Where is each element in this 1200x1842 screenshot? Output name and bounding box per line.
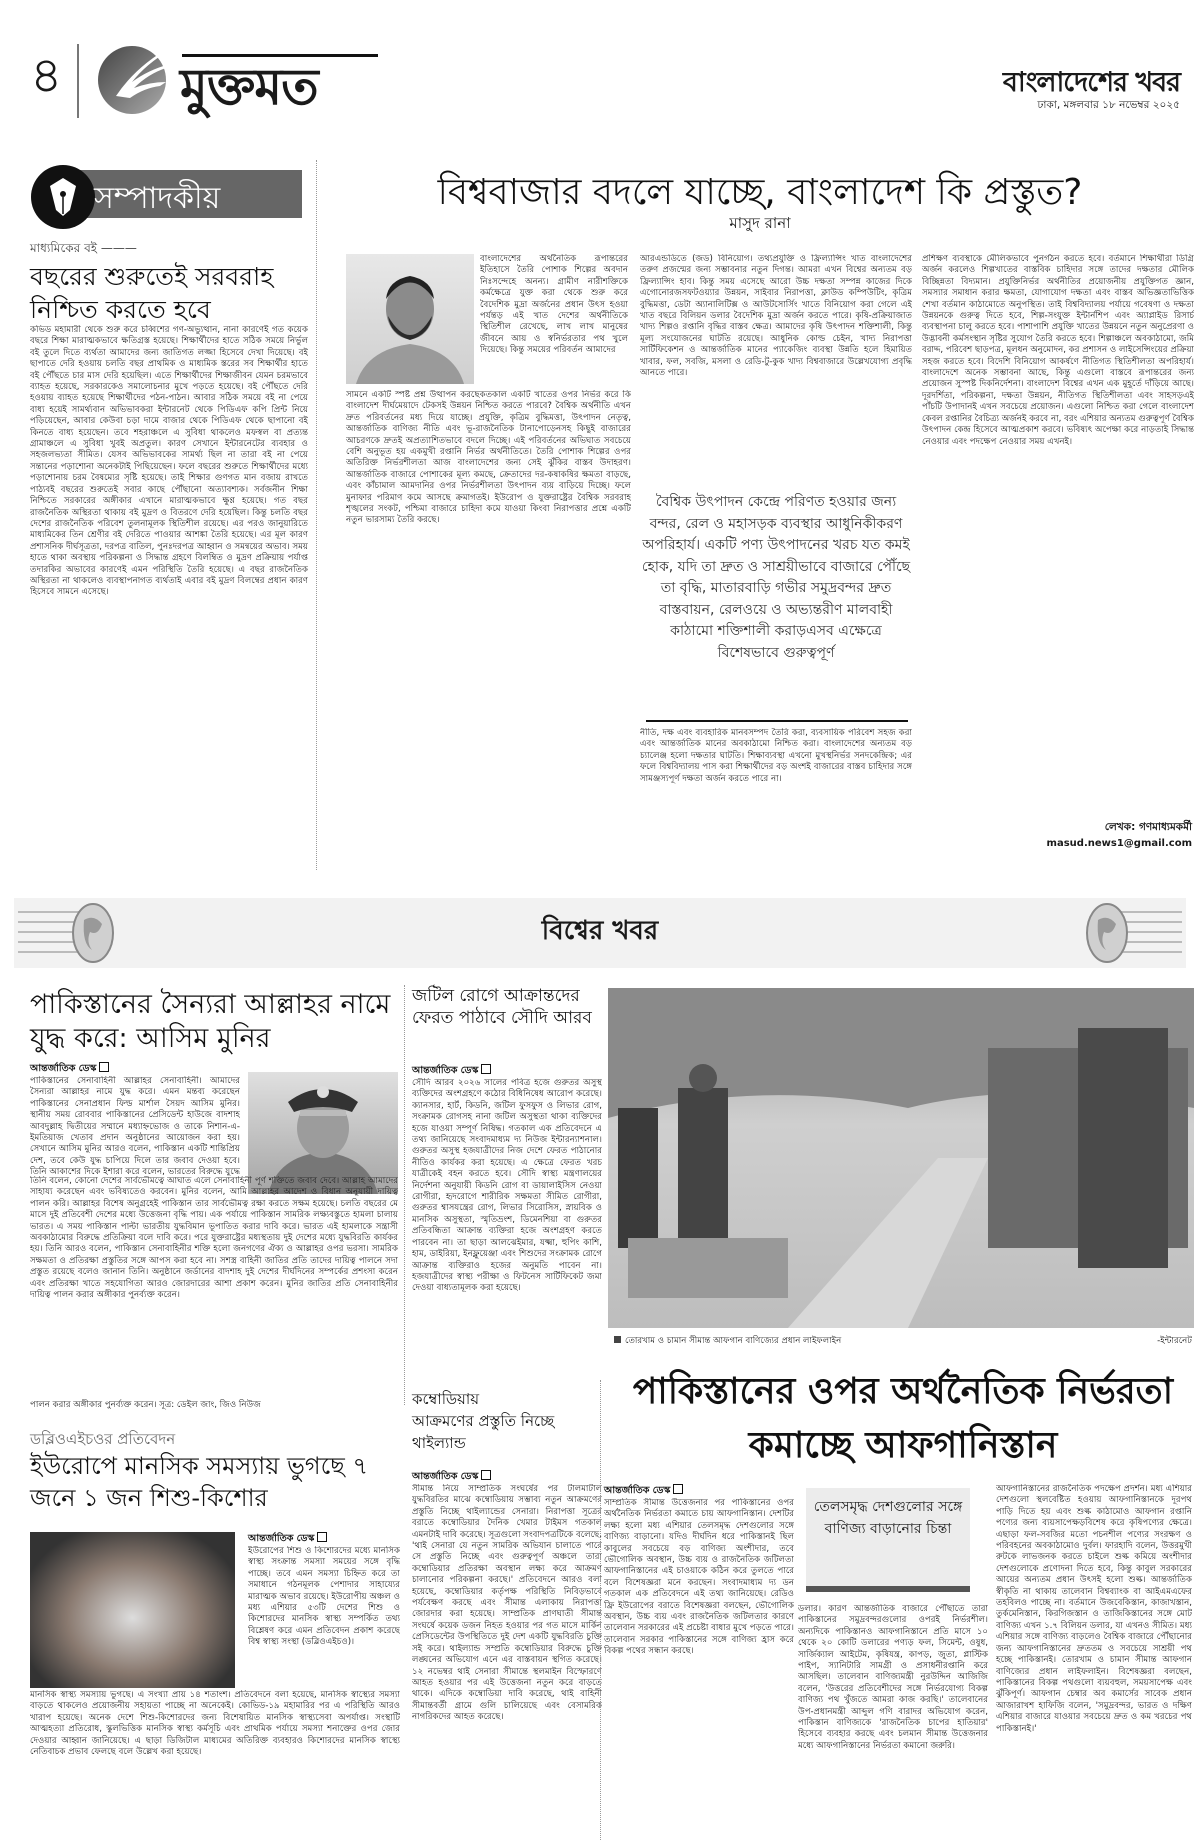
story-body-column-3: আফগানিস্তানের রাজনৈতিক পদক্ষেপ প্রদর্শন। মধ্য এশিয়ার দেশগুলো স্থলবেষ্টিত হওয়ায় আফগানিস্তানকে দূরপথ পাড়ি দিতে হয় এবং শুল্ক কাঠামোও আফগান রপ্তানি পণ্যের জন্য ব্যয়সাপেক্ষড়বিশেষ করে কৃষিপণ্যের ক্ষেত্রে। এছাড়া ফল-সবজির মতো পচনশীল পণ্যের সংরক্ষণ ও পরিবহনের অবকাঠামোও দুর্বল। ফারহাদি বলেন, উত্তরমুখী রুটকে লাভজনক করতে চাইলে শুল্ক কমিয়ে অংশীদার দেশগুলোকে প্রণোদনা দিতে হবে, কিন্তু কাবুল সরকারের আয়ের অন্যতম প্রধান উৎসই হলো শুল্ক। আন্তর্জাতিক স্বীকৃতি না থাকায় তালেবান বিশ্বব্যাংক বা আইএমএফের তহবিলও পাচ্ছে না। বর্তমানে উজবেকিস্তান, কাজাখস্তান, তুর্কমেনিস্তান, কিরগিজস্তান ও তাজিকিস্তানের সঙ্গে মোট বাণিজ্য এখন ১.৭ বিলিয়ন ডলার, যা এখনও সীমিত। মধ্য এশিয়ার সঙ্গে বাণিজ্য বাড়লেও বৈশ্বিক বাজারে পৌঁছানোর জন্য আফগানিস্তানের দ্রুততম ও সবচেয়ে সাশ্রয়ী পথ হচ্ছে পাকিস্তানই। তোরখাম ও চামান সীমান্ত আফগান বাণিজ্যের প্রধান লাইফলাইন। বিশেষজ্ঞরা বলছেন, পাকিস্তানের বিকল্প পথগুলো ব্যয়বহুল, সময়সাপেক্ষ এবং ঝুঁকিপূর্ণ। আফগান চেম্বার অব কমার্সের সাবেক প্রধান আজারাখশ হাফিজি বলেন, 'সমুদ্রবন্দর, ভারত ও দক্ষিণ এশিয়ার বাজারে যাওয়ার সবচেয়ে দ্রুত ও কম খরচের পথ পাকিস্তানই।' (996, 1484, 1192, 1734)
desk-label: আন্তর্জাতিক ডেস্ক (412, 1064, 491, 1079)
photo-credit: -ইন্টারনেট (1157, 1336, 1192, 1346)
header-divider (77, 44, 79, 118)
column-divider (600, 1380, 601, 1840)
story-kicker: কম্বোডিয়ায় (412, 1390, 480, 1408)
pull-box-bar (806, 1586, 970, 1592)
distressed-girl-photo (30, 1532, 235, 1688)
story-source: পালন করার অঙ্গীকার পুনর্ব্যক্ত করেন। সূত্র: ডেইল জাং, জিও নিউজ (30, 1400, 261, 1410)
desk-label: আন্তর্জাতিক ডেস্ক (30, 1062, 109, 1077)
oped-column-1: সামনে একটি স্পষ্ট প্রশ্ন উত্থাপন করছেকতকাল একটি খাতের ওপর নির্ভর করে কি বাংলাদেশ দীর্ঘমেয়াদে টেকসই উন্নয়ন নিশ্চিত করতে পারবে? বৈশ্বিক অর্থনীতি এখন দ্রুত পরিবর্তনের মধ্য দিয়ে যাচ্ছে। প্রযুক্তি, কৃত্রিম বুদ্ধিমত্তা, উৎপাদন নেতৃত্ব, আন্তর্জাতিক বাণিজ্য নীতি এবং ভূ-রাজনৈতিক টানাপোড়েনসহ কিছুই বাজারের আচরণকে দ্রুতই অপ্রত্যাশিতভাবে বদলে দিচ্ছে। এই পরিবর্তনের অভিঘাত সবচেয়ে বেশি অনুভূত হয় একমুখী রপ্তানি নির্ভর অর্থনীতিতে। তৈরি পোশাক শিল্পের ওপর অতিরিক্ত নির্ভরশীলতা আজ বাংলাদেশের জন্য সেই ঝুঁকির বাস্তব উদাহরণ। আন্তর্জাতিক বাজারে পোশাকের মূল্য কমছে, ক্রেতাদের দর-কষাকষির ক্ষমতা বাড়ছে, এবং কাঁচামাল আমদানির ওপর নির্ভরশীলতা উৎপাদন ব্যয় বাড়িয়ে দিচ্ছে। ফলে মুনাফার পরিমাণ কমে আসছে ক্রমাগতই। ইউরোপ ও যুক্তরাষ্ট্রের বৈশ্বিক সরবরাহ শৃঙ্খলের সংকট, পশ্চিমা বাজারে চাহিদা কমে যাওয়া কিংবা নিরাপত্তার প্রশ্নে একটি নতুন ভারসাম্য তৈরি করছে। (346, 390, 631, 526)
story-body: ইউরোপের শিশু ও কিশোরদের মধ্যে মানসিক স্বাস্থ্য সংক্রান্ত সমস্যা সময়ের সঙ্গে বৃদ্ধি পাচ্ছে। তবে এমন সমস্যা চিহ্নিত করে তা সমাধানে গঠনমূলক পেশাদার সাহায্যের মারাত্মক অভাব রয়েছে। ইউরোপীয় অঞ্চল ও মধ্য এশিয়ার ৫৩টি দেশের শিশু ও কিশোরদের মানসিক স্বাস্থ্য সম্পর্কিত তথ্য বিশ্লেষণ করে এমন প্রতিবেদন প্রকাশ করেছে বিশ্ব স্বাস্থ্য সংস্থা (ডব্লিওএইচও)। (248, 1546, 400, 1648)
story-body-continued: তিনি বলেন, কোনো দেশের সার্বভৌমত্বে আঘাত এলে সেনাবাহিনী পূর্ণ শক্তিতে জবাব দেবে। আল্লাহ আমাদের সাহায্য করেছেন এবং ভবিষ্যতেও করবেন। মুনির বলেন, আমি আল্লাহর আদেশ ও বিধান অনুযায়ী দায়িত্ব পালন করি। আল্লাহর বিশেষ অনুগ্রহেই পাকিস্তান তার সার্বভৌমত্ব রক্ষা করতে সক্ষম হয়েছে। চলতি বছরের মে মাসে দুই প্রতিবেশী দেশের মধ্যে উত্তেজনা বৃদ্ধি পায়। এক পর্যায়ে পাকিস্তান সামরিক লক্ষ্যবস্তুতে হামলা চালায় ভারত। এ সময় পাকিস্তান পাল্টা ভারতীয় যুদ্ধবিমান ভূপাতিত করার দাবি করে। ভারত এই হামলাকে সন্ত্রাসী অবকাঠামোর বিরুদ্ধে প্রতিক্রিয়া বলে দাবি করে। পরে যুক্তরাষ্ট্রের মধ্যস্থতায় দুই দেশের মধ্যে যুদ্ধবিরতি কার্যকর হয়। তিনি আরও বলেন, পাকিস্তান সেনাবাহিনীর শক্তি হলো জনগণের ঐক্য ও আল্লাহর ওপর ভরসা। সামরিক সক্ষমতা ও প্রতিরক্ষা প্রস্তুতির সঙ্গে আপস করা হবে না। সশস্ত্র বাহিনী জাতির প্রতি তাদের দায়িত্ব পালনে সদা প্রস্তুত রয়েছে বলেও জানান তিনি। অনুষ্ঠানে জর্ডানের বাদশাহ দুই দেশের দীর্ঘদিনের সম্পর্কের প্রশংসা করেন এবং প্রতিরক্ষা খাতে সহযোগিতা আরও জোরদারের আশা প্রকাশ করেন। মুনির জাতির প্রতি সেনাবাহিনীর দায়িত্ব পালন করার অঙ্গীকার পুনর্ব্যক্ত করেন। (30, 1176, 398, 1301)
story-body: সীমান্ত নিয়ে সাম্প্রতিক সংঘর্ষের পর টালমাটাল যুদ্ধবিরতির মাঝে কম্বোডিয়ায় সম্ভাব্য নতুন আক্রমণের প্রস্তুতি নিচ্ছে থাইল্যান্ডের সেনারা। নিরাপত্তা সূত্রের বরাতে কম্বোডিয়ার দৈনিক খেমার টাইমস গতকাল এমনটাই দাবি করেছে। সূত্রগুলো সংবাদপত্রটিকে বলেছে, 'থাই সেনারা যে নতুন সামরিক অভিযান চালাতে পারে সে প্রস্তুতি নিচ্ছে এবং গুরুত্বপূর্ণ অঞ্চলে তারা কম্বোডিয়ার প্রতিরক্ষা অবস্থান লক্ষ্য করে আক্রমণ চালানোর পরিকল্পনা করছে।' প্রতিবেদনে আরও বলা হয়েছে, কম্বোডিয়ার কর্তৃপক্ষ পরিস্থিতি নিবিড়ভাবে পর্যবেক্ষণ করছে এবং সীমান্ত এলাকায় নিরাপত্তা জোরদার করা হয়েছে। সাম্প্রতিক প্রাণঘাতী সীমান্ত সংঘর্ষে কয়েক ডজন নিহত হওয়ার পর গত মাসে মার্কিন প্রেসিডেন্টের উপস্থিতিতে দুই দেশ একটি যুদ্ধবিরতি চুক্তি সই করে। থাইল্যান্ড সম্প্রতি কম্বোডিয়ার বিরুদ্ধে চুক্তি লঙ্ঘনের অভিযোগ এনে এর বাস্তবায়ন স্থগিত করেছে। ১২ নভেম্বর থাই সেনারা সীমান্তে স্থলমাইন বিস্ফোরণে আহত হওয়ার পর এই উত্তেজনা নতুন করে বাড়তে থাকে। এদিকে কম্বোডিয়া দাবি করেছে, থাই বাহিনী সীমান্তবর্তী গ্রামে গুলি চালিয়েছে এবং বেসামরিক নাগরিকদের আহত করেছে। (412, 1484, 602, 1723)
story-body-continued: মানসিক স্বাস্থ্য সমস্যায় ভুগছে। এ সংখ্যা প্রায় ১৪ শতাংশ। প্রতিবেদনে বলা হয়েছে, মানসিক স্বাস্থ্যের সমস্যা বাড়তে থাকলেও প্রয়োজনীয় সহায়তা পাচ্ছে না অনেকেই। কোভিড-১৯ মহামারির পর এ পরিস্থিতি আরও খারাপ হয়েছে। অনেক দেশে শিশু-কিশোরদের জন্য বিশেষায়িত মানসিক স্বাস্থ্যসেবা অপর্যাপ্ত। সংস্থাটি আত্মহত্যা প্রতিরোধ, স্কুলভিত্তিক মানসিক স্বাস্থ্য কর্মসূচি এবং প্রাথমিক পর্যায়ে সমস্যা শনাক্তের ওপর জোর দেওয়ার আহ্বান জানিয়েছে। এ ছাড়া ডিজিটাল মাধ্যমের অতিরিক্ত ব্যবহারও কিশোরদের মানসিক স্বাস্থ্যে নেতিবাচক প্রভাব ফেলছে বলে উল্লেখ করা হয়েছে। (30, 1690, 400, 1758)
column-divider (404, 985, 405, 1405)
author-email[interactable]: masud.news1@gmail.com (1046, 838, 1192, 849)
oped-column-3: প্রশিক্ষণ ব্যবস্থাকে মৌলিকভাবে পুনর্গঠন করতে হবে। বর্তমানে শিক্ষার্থীরা ডিগ্রি অর্জন করলেও শিল্পখাতের বাস্তবিক চাহিদার সঙ্গে তাদের দক্ষতার মৌলিক বিচ্ছিন্নতা বিদ্যমান। প্রযুক্তিনির্ভর অর্থনীতির প্রয়োজনীয় প্রযুক্তিগত জ্ঞান, সমস্যার সমাধান করার ক্ষমতা, যোগাযোগ দক্ষতা এবং বাস্তব অভিজ্ঞতাভিত্তিক শেখা বর্তমান কাঠামোতে অনুপস্থিত। তাই বিশ্ববিদ্যালয় পর্যায়ে গবেষণা ও দক্ষতা উন্নয়নকে গুরুত্ব দিতে হবে, শিল্প-সংযুক্ত ইন্টার্নশিপ এবং অ্যাপ্লাইড রিসার্চ ব্যবস্থাপনা চালু করতে হবে। পাশাপাশি প্রযুক্তি খাতের উন্নয়নে নতুন অনুপ্রেরণা ও উদ্ভাবনী কর্মসংস্থান সৃষ্টির সুযোগ তৈরি করতে হবে। শিল্পাঞ্চলে অবকাঠামো, জমি বরাদ্দ, পরিবেশ ছাড়পত্র, মূলধন অনুমোদন, কর প্রশাসন ও লাইসেন্সিংয়ের প্রক্রিয়া সহজ করতে হবে। বিদেশি বিনিয়োগ আকর্ষণে নীতিগত স্থিতিশীলতা অপরিহার্য। বাংলাদেশে অনেক সম্ভাবনা আছে, কিন্তু এগুলো বাস্তবে রূপান্তরের জন্য প্রয়োজন সুস্পষ্ট দিকনির্দেশনা। বাংলাদেশ বিশ্বের এখন এক মুহূর্তে দাঁড়িয়ে আছে। দূরদর্শিতা, পরিকল্পনা, দক্ষতা উন্নয়ন, নীতিগত স্থিতিশীলতা এবং সাহসড়এই পাঁচটি উপাদানই এখন সবচেয়ে প্রয়োজন। এগুলো নিশ্চিত করা গেলে বাংলাদেশ কেবল রপ্তানির বৈচিত্র্য অর্জনই করবে না, বরং এশিয়ার অন্যতম গুরুত্বপূর্ণ বৈশ্বিক উৎপাদন কেন্দ্র হিসেবে আত্মপ্রকাশ করবে। ভবিষ্যৎ অপেক্ষা করে নাড়তাই সিদ্ধান্ত নেওয়ার এবং পদক্ষেপ নেওয়ার সময় এখনই। (922, 254, 1194, 447)
oped-pullquote: বৈশ্বিক উৎপাদন কেন্দ্রে পরিণত হওয়ার জন্য বন্দর, রেল ও মহাসড়ক ব্যবস্থার আধুনিকীকরণ অপরিহার্য। একটি পণ্য উৎপাদনের খরচ যত কমই হোক, যদি তা দ্রুত ও সাশ্রয়ীভাবে বাজারে পৌঁছে তা বৃদ্ধি, মাতারবাড়ি গভীর সমুদ্রবন্দর দ্রুত বাস্তবায়ন, রেলওয়ে ও অভ্যন্তরীণ মালবাহী কাঠামো শক্তিশালী করাড়এসব এক্ষেত্রে বিশেষভাবে গুরুত্বপূর্ণ (641, 494, 911, 661)
editorial-title: সম্পাদকীয় (94, 181, 221, 216)
page-number: ৪ (30, 46, 63, 104)
editorial-kicker: মাধ্যমিকের বই ——— (30, 241, 137, 255)
story-pull-box: তেলসমৃদ্ধ দেশগুলোর সঙ্গে বাণিজ্য বাড়ানোর চিন্তা (806, 1488, 970, 1592)
fountain-pen-nib-icon (30, 164, 96, 230)
story-body: সৌদি আরব ২০২৬ সালের পবিত্র হজে গুরুতর অসুস্থ ব্যক্তিদের অংশগ্রহণে কঠোর বিধিনিষেধ আরোপ করেছে। ক্যানসার, হার্ট, কিডনি, জটিল ফুসফুস ও লিভার রোগ, সংক্রামক রোগসহ নানা জটিল অসুস্থতা থাকা ব্যক্তিদের হজে যাওয়া সম্পূর্ণ নিষিদ্ধ। গতকাল এক প্রতিবেদনে এ তথ্য জানিয়েছে সংবাদমাধ্যম দ্য নিউজ ইন্টারন্যাশনাল। গুরুতর অসুস্থ হজযাত্রীদের নিজ দেশে ফেরত পাঠানোর নীতিও কার্যকর করা হয়েছে। এ ক্ষেত্রে ফেরত খরচ যাত্রীকেই বহন করতে হবে। সৌদি স্বাস্থ্য মন্ত্রণালয়ের নির্দেশনা অনুযায়ী কিডনি রোগ বা ডায়ালাইসিস নেওয়া রোগীরা, হৃদরোগে শারীরিক সক্ষমতা সীমিত রোগীরা, গুরুতর শ্বাসযন্ত্রের রোগ, লিভার সিরোসিস, স্নায়বিক ও মানসিক অসুস্থতা, স্মৃতিভ্রংশ, ডিমেনশিয়া বা গুরুতর প্রতিবন্ধিতা আক্রান্ত ব্যক্তিরা হজে অংশগ্রহণ করতে পারবেন না। তা ছাড়া আলঝেইমার, যক্ষ্মা, হুপিং কাশি, হাম, ডাইরিয়া, ইনফ্লুয়েঞ্জা এবং শিশুদের সংক্রামক রোগে আক্রান্ত ব্যক্তিরাও হজের অনুমতি পাবেন না। হজযাত্রীদের স্বাস্থ্য পরীক্ষা ও ফিটনেস সার্টিফিকেট জমা দেওয়া বাধ্যতামূলক করা হয়েছে। (412, 1078, 602, 1294)
border-trade-photo (608, 988, 1194, 1328)
story-headline: জটিল রোগে আক্রান্তদের ফেরত পাঠাবে সৌদি আরব (412, 986, 592, 1028)
oped-headline: বিশ্ববাজার বদলে যাচ্ছে, বাংলাদেশ কি প্রস্তুত? (437, 172, 1083, 213)
oped-column-2: আরএন্ডডিতে (জড) বিনিয়োগ। তথ্যপ্রযুক্তি ও ফ্রিল্যান্সিং খাত বাংলাদেশের তরুণ প্রজন্মের জন্য সম্ভাবনার নতুন দিগন্ত। আমরা এখন বিশ্বের অন্যতম বড় ফ্রিল্যান্সিং হাব। কিন্তু সময় এসেছে আরো উচ্চ দক্ষতা সম্পন্ন কাজের দিকে এগোনোরজসফটওয়্যার উন্নয়ন, সাইবার নিরাপত্তা, ক্লাউড কম্পিউটিং, কৃত্রিম বুদ্ধিমত্তা, ডেটা অ্যানালিটিক্স ও আউটসোর্সিং খাতে বিনিয়োগ করা গেলে এই খাত বছরে বিলিয়ন ডলার বৈদেশিক মুদ্রা অর্জন করতে পারে। কৃষি-প্রক্রিয়াজাত খাদ্য শিল্পও রপ্তানি বৃদ্ধির বাস্তব ক্ষেত্র। আমাদের কৃষি উৎপাদন শক্তিশালী, কিন্তু মূল্য সংযোজনের ঘাটতি রয়েছে। আধুনিক কোল্ড চেইন, খাদ্য নিরাপত্তা সার্টিফিকেশন ও আন্তর্জাতিক মানের প্যাকেজিং ব্যবস্থা উন্নতি হলে হিমায়িত খাবার, ফল, সবজি, মসলা ও রেডি-টু-কুক খাদ্য বিশ্ববাজারে উল্লেখযোগ্য প্রবৃদ্ধি আনতে পারে। (640, 254, 912, 379)
desk-label: আন্তর্জাতিক ডেস্ক (604, 1484, 683, 1499)
section-title: মুক্তমত (180, 57, 318, 116)
story-kicker: ডব্লিওএইচওর প্রতিবেদন (30, 1430, 176, 1448)
author-photo (346, 254, 474, 384)
author-note: লেখক: গণমাধ্যমকর্মী (1104, 821, 1192, 833)
desk-label: আন্তর্জাতিক ডেস্ক (412, 1470, 491, 1485)
dateline: ঢাকা, মঙ্গলবার ১৮ নভেম্বর ২০২৫ (1037, 99, 1180, 111)
desk-label: আন্তর্জাতিক ডেস্ক (248, 1532, 327, 1547)
editorial-body: কভিড মহামারী থেকে শুরু করে চব্বিশের গণ-অভ্যুত্থান, নানা কারণেই গত কয়েক বছরে শিক্ষা মারাত্মকভাবে ক্ষতিগ্রস্ত হয়েছে। শিক্ষার্থীদের হাতে সঠিক সময়ে নির্ভুল বই তুলে দিতে ব্যর্থতা আমাদের জন্য জাতিগত লজ্জা হিসেবে দেখা দিয়েছে। বই ছাপাতে দেরি হওয়ায় চলতি বছর প্রাথমিক ও মাধ্যমিক স্তরের সব শিক্ষার্থীর হাতে বই পৌঁছতে চার মাস দেরি হয়েছিল। এতে শিক্ষার্থীদের শিক্ষাজীবন যেমন চরমভাবে ব্যাহত হয়েছে, সরকারকেও সমালোচনার মুখে পড়তে হয়েছে। বই পৌঁছতে দেরি হওয়ায় ব্যাহত হয়েছে শিক্ষার্থীদের পঠন-পাঠন। আবার সঠিক সময়ে বই না পেয়ে বাধ্য হয়েই সামর্থ্যবান অভিভাবকরা ইন্টারনেট থেকে পিডিএফ কপি প্রিন্ট নিয়ে পড়িয়েছেন, আবার কেউবা চড়া দামে বাজার থেকে পিডিএফ থেকে ছাপানো বই কিনতে বাধ্য হয়েছেন। তবে শহরাঞ্চলে এ সুবিধা থাকলেও মফস্বল বা প্রত্যন্ত গ্রামাঞ্চলে এ সুবিধা খুবই অপ্রতুল। কারণ সেখানে ইন্টারনেটের ব্যবহার ও সহজলভ্যতা সীমিত। যেসব অভিভাবকের সামর্থ্য ছিল না তারা বই না পেয়ে সন্তানের পড়াশোনা অনেকটাই পিছিয়েছেন। ফলে বছরের শুরুতে শিক্ষার্থীদের মধ্যে পড়াশোনায় চরম বৈষম্যের সৃষ্টি হয়েছে। তাই শিক্ষার গুণগত মান বজায় রাখতে পাঠ্যবই বছরের শুরুতেই সবার কাছে পৌঁছানো অত্যাবশ্যক। সর্বজনীন শিক্ষা নিশ্চিতে সরকারের অঙ্গীকার এখানে মারাত্মকভাবে ক্ষুণ্ণ হয়েছে। গত বছর রাজনৈতিক অস্থিরতা থাকায় বই মুদ্রণ ও বিতরণে দেরি হয়েছিল। কিন্তু চলতি বছর দেশের রাজনৈতিক পরিবেশ তুলনামূলক স্থিতিশীল রয়েছে। এর পরও জানুয়ারিতে মাধ্যমিকের তিন শ্রেণীর বই দেরিতে পাওয়ার আশঙ্কা তৈরি হয়েছে। এর মূল কারণ প্রশাসনিক দীর্ঘসূত্রতা, দরপত্র বাতিল, পুনঃদরপত্র আহ্বান ও সমন্বয়ের অভাব। সময় হাতে থাকা অবস্থায় পরিকল্পনা ও সিদ্ধান্ত গ্রহণে বিলম্বিত ও মুদ্রণ প্রক্রিয়ায় পর্যাপ্ত তদারকির অভাবের কারণেই এমন পরিস্থিতি তৈরি হয়েছে। এ বছর রাজনৈতিক অস্থিরতা না থাকলেও ব্যবস্থাপনাগত ব্যর্থতাই এবার বই মুদ্রণ বিলম্বের প্রধান কারণ হিসেবে সামনে এসেছে। (30, 325, 308, 598)
story-headline: পাকিস্তানের সৈন্যরা আল্লাহর নামে যুদ্ধ করে: আসিম মুনির (30, 989, 391, 1054)
photo-caption: তোরখাম ও চামান সীমান্ত আফগান বাণিজ্যের প্রধান লাইফলাইন (614, 1334, 841, 1348)
column-divider (316, 160, 317, 870)
world-news-title: বিশ্বের খবর (541, 916, 659, 946)
story-headline: আক্রমণের প্রস্তুতি নিচ্ছে থাইল্যান্ড (412, 1412, 555, 1452)
pullquote-rule (646, 720, 908, 722)
editorial-headline: বছরের শুরুতেই সরবরাহ নিশ্চিত করতে হবে (30, 262, 274, 324)
wing-logo-icon (96, 36, 174, 116)
story-body-column-2: ডলার। কারণ আন্তর্জাতিক বাজারে পৌঁছাতে তারা পাকিস্তানের সমুদ্রবন্দরগুলোর ওপরই নির্ভরশীল। অন্যদিকে পাকিস্তানও আফগানিস্তানে প্রতি মাসে ১০ থেকে ২০ কোটি ডলারের পণ্যড় ফল, সিমেন্ট, ওষুধ, সার্জিক্যাল আইটেম, কৃষিযন্ত্র, কাপড়, জুতা, প্লাস্টিক পাইপ, স্যানিটারি সামগ্রী ও প্রসাধনীরপ্তানি করে আসছিল। তালেবান বাণিজ্যমন্ত্রী নুরউদ্দিন আজিজি বলেন, 'উত্তরের প্রতিবেশীদের সঙ্গে নির্ভরযোগ্য বিকল্প বাণিজ্য পথ খুঁজতে আমরা কাজ করছি।' তালেবানের উপ-প্রধানমন্ত্রী আব্দুল গণি বারাদর অভিযোগ করেন, পাকিস্তান বাণিজ্যকে 'রাজনৈতিক চাপের হাতিয়ার' হিসেবে ব্যবহার করছে এবং চলমান সীমান্ত উত্তেজনার মধ্যে আফগানিস্তানের নির্ভরতা কমানো জরুরি। (798, 1604, 988, 1751)
masthead: বাংলাদেশের খবর (1002, 67, 1180, 98)
story-body: পাকিস্তানের সেনাবাহিনী আল্লাহর সেনাবাহিনী। আমাদের সৈন্যরা আল্লাহর নামে যুদ্ধ করে। এমন মন্তব্য করেছেন পাকিস্তানের সেনাপ্রধান ফিল্ড মার্শাল সৈয়দ আসিম মুনির। স্থানীয় সময় রোববার পাকিস্তানের প্রেসিডেন্ট হাউজে বাদশাহ আবদুল্লাহ দ্বিতীয়ের সম্মানে মধ্যাহ্নভোজ ও তাকে নিশান-এ-ইমতিয়াজ খেতাব প্রদান অনুষ্ঠানের আয়োজন করা হয়। সেখানে আসিম মুনির আরও বলেন, পাকিস্তান একটি শান্তিপ্রিয় দেশ, তবে কেউ যুদ্ধ চাপিয়ে দিলে তার জবাব দেওয়া হবে। তিনি আকাশের দিকে ইশারা করে বলেন, ভারতের বিরুদ্ধে যুদ্ধে (30, 1076, 240, 1176)
oped-byline: মাসুদ রানা (729, 214, 791, 232)
story-headline: পাকিস্তানের ওপর অর্থনৈতিক নির্ভরতা কমাচ্ছে আফগানিস্তান (632, 1371, 1174, 1466)
oped-lead-paragraph: বাংলাদেশের অর্থনৈতিক রূপান্তরের ইতিহাসে তৈরি পোশাক শিল্পের অবদান নিঃসন্দেহে অনন্য। গ্রামীণ নারীশক্তিকে কর্মক্ষেত্রে যুক্ত করা থেকে শুরু করে বৈদেশিক মুদ্রা অর্জনের প্রধান উৎস হওয়া পর্যন্তড় এই খাত দেশের অর্থনীতিকে স্থিতিশীল রেখেছে, লাখ লাখ মানুষের জীবনে আয় ও স্বনির্ভরতার পথ খুলে দিয়েছে। কিন্তু সময়ের পরিবর্তন আমাদের (480, 254, 628, 356)
story-headline: ইউরোপে মানসিক সমস্যায় ভুগছে ৭ জনে ১ জন শিশু-কিশোর (30, 1452, 369, 1512)
oped-column-2-continued: নীতি, দক্ষ এবং ব্যবহারিক মানবসম্পদ তৈরি করা, ব্যবসায়িক পরিবেশ সহজ করা এবং আন্তর্জাতিক মানের অবকাঠামো নিশ্চিত করা। বাংলাদেশের অন্যতম বড় চ্যালেঞ্জ হলো দক্ষতার ঘাটতি। শিক্ষাব্যবস্থা এখনো মুখস্থনির্ভর সনদকেন্দ্রিক; এর ফলে বিশ্ববিদ্যালয় পাস করা শিক্ষার্থীদের বড় অংশই বাজারের বাস্তব চাহিদার সঙ্গে সামঞ্জস্যপূর্ণ দক্ষতা অর্জন করতে পারে না। (640, 728, 912, 784)
story-body: সাম্প্রতিক সীমান্ত উত্তেজনার পর পাকিস্তানের ওপর অর্থনৈতিক নির্ভরতা কমাতে চায় আফগানিস্তান। দেশটির লক্ষ্য হলো মধ্য এশিয়ার তেলসমৃদ্ধ দেশগুলোর সঙ্গে বাণিজ্য বাড়ানো। যদিও দীর্ঘদিন ধরে পাকিস্তানই ছিল কাবুলের সবচেয়ে বড় বাণিজ্য অংশীদার, তবে ভৌগোলিক অবস্থান, উচ্চ ব্যয় ও রাজনৈতিক জটিলতা আফগানিস্তানের এই চাওয়াকে কঠিন করে তুলতে পারে বলে বিশেষজ্ঞরা মনে করছেন। সংবাদমাধ্যম দ্য ডন গতকাল এক প্রতিবেদনে এই তথ্য জানিয়েছে। রেডিও ফ্রি ইউরোপের বরাতে বিশেষজ্ঞরা বলছেন, ভৌগোলিক অবস্থান, উচ্চ ব্যয় এবং রাজনৈতিক জটিলতার কারণে তালেবান সরকারের এই প্রচেষ্টা বাধার মুখে পড়তে পারে। তালেবান সরকার পাকিস্তানের সঙ্গে বাণিজ্য হ্রাস করে বিকল্প পথের সন্ধান করছে। (604, 1498, 794, 1657)
